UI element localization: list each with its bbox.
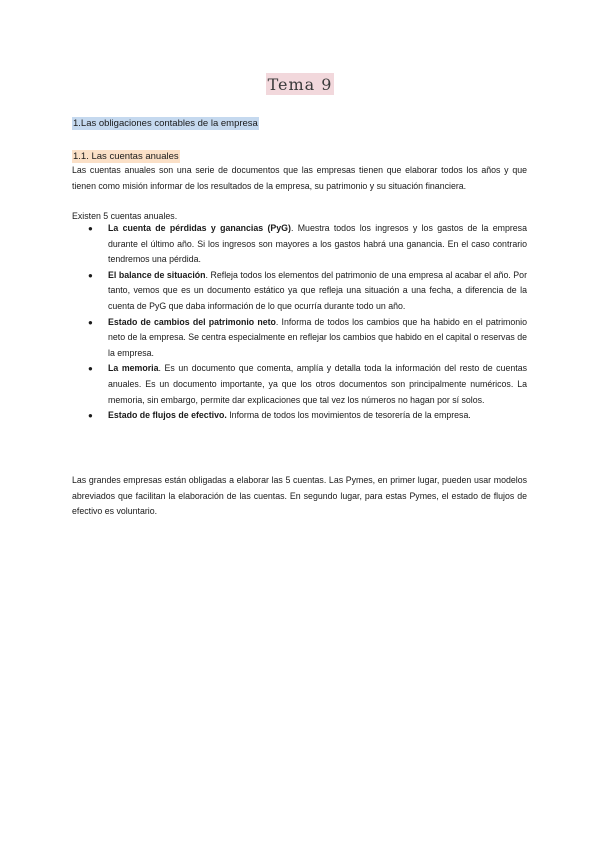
list-item [72, 408, 527, 424]
item-text: . Muestra todos los ingresos y los gastos de la empresa durante el último año. Si los ingresos son mayores a los gastos habrá una ganancia. En el caso contrario tendremos una pérdida. [108, 223, 527, 265]
bullet-icon: ● [88, 411, 93, 421]
bullet-icon: ● [88, 317, 93, 327]
page-title: Tema 9 [267, 75, 333, 94]
item-term: Estado de flujos de efectivo. [108, 410, 227, 421]
title-container [0, 73, 600, 95]
list-item [72, 315, 527, 362]
intro-line: Existen 5 cuentas anuales. [72, 211, 178, 221]
list-item [72, 268, 527, 315]
bullet-icon: ● [88, 364, 93, 374]
intro-paragraph: Las cuentas anuales son una serie de documentos que las empresas tienen que elaborar todos los años y que tienen como misión informar de los resultados de la empresa, su patrimonio y su situación financiera. [72, 165, 527, 191]
bullet-icon: ● [88, 270, 93, 280]
item-term: El balance de situación [108, 269, 206, 280]
list-item [72, 221, 527, 268]
final-paragraph: Las grandes empresas están obligadas a elaborar las 5 cuentas. Las Pymes, en primer lugar, pueden usar modelos abreviados que facilitan la elaboración de las cuentas. En segundo lugar, para estas Pymes, el estado de flujos de efectivo es voluntario. [72, 475, 527, 517]
list-item [72, 361, 527, 408]
item-text: . Es un documento que comenta, amplía y detalla toda la información del resto de cuentas anuales. Es un documento importante, ya que los otros documentos son principalmente numéricos. La memoria, sin embargo, permite dar explicaciones que tal vez los números no hagan por sí solos. [108, 363, 527, 405]
bullet-icon: ● [88, 224, 93, 233]
item-text: . Refleja todos los elementos del patrimonio de una empresa al acabar el año. Por tanto, vemos que es un documento estático ya que refleja una situación a una fecha, a diferencia de la cuenta de PyG que daba información de lo que ocurría durante todo un año. [108, 269, 528, 311]
section-heading: 1.Las obligaciones contables de la empresa [73, 118, 258, 129]
item-term: La cuenta de pérdidas y ganancias (PyG) [108, 223, 291, 233]
item-term: La memoria [108, 363, 159, 374]
item-text: . Informa de todos los cambios que ha habido en el patrimonio neto de la empresa. Se centra especialmente en reflejar los cambios que habido en el capital o reservas de la empresa. [108, 316, 528, 358]
item-term: Estado de cambios del patrimonio neto [108, 316, 276, 327]
subsection-heading: 1.1. Las cuentas anuales [73, 151, 179, 162]
item-text: Informa de todos los movimientos de tesorería de la empresa. [226, 410, 471, 421]
accounts-list [72, 221, 527, 424]
